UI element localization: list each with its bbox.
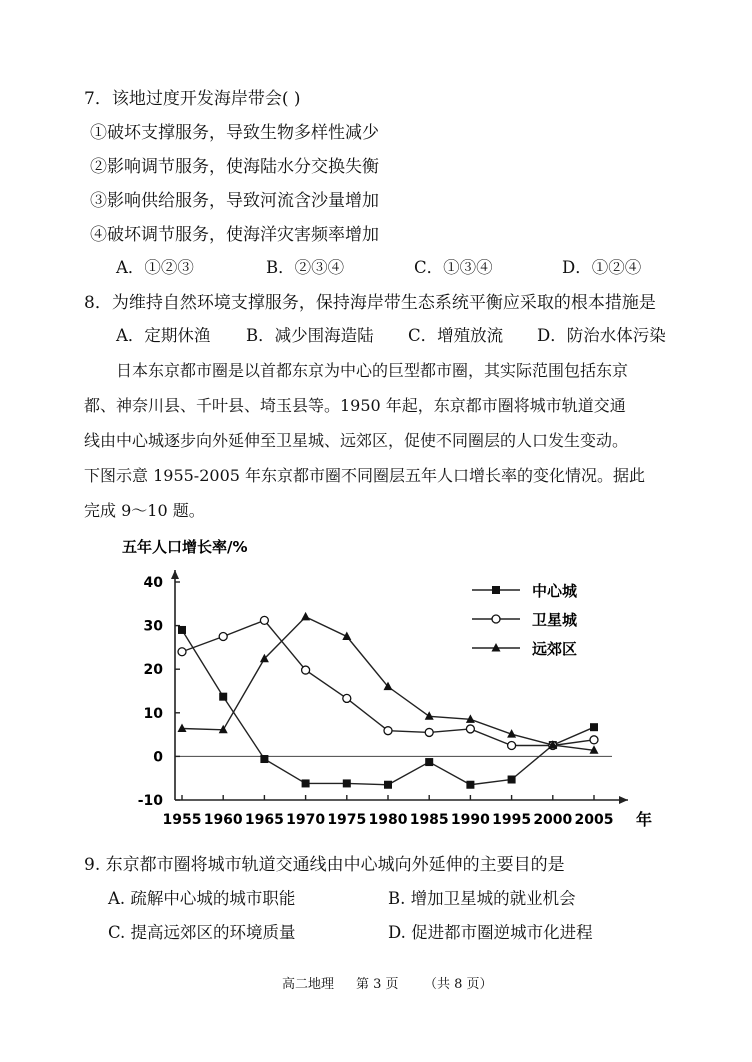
x-tick-label: 2000: [533, 812, 573, 828]
legend-label: 远郊区: [532, 640, 578, 658]
q8-stem: 8．为维持自然环境支撑服务，保持海岸带生态系统平衡应采取的根本措施是: [84, 293, 656, 313]
y-tick-label: 30: [143, 618, 163, 635]
data-point: [466, 781, 474, 789]
data-point: [302, 666, 310, 674]
data-point: [302, 779, 310, 787]
x-tick-label: 1970: [286, 812, 326, 828]
data-point: [508, 776, 516, 784]
q7-option-a: A．①②③: [116, 258, 194, 277]
footer-page: 第 3 页: [356, 977, 399, 992]
y-tick-label: 0: [153, 749, 163, 766]
q8-option-b: B．减少围海造陆: [246, 326, 374, 345]
q7-statement-2: ②影响调节服务，使海陆水分交换失衡: [90, 157, 379, 177]
data-point: [466, 725, 474, 733]
q7-option-b: B．②③④: [266, 258, 345, 277]
data-point: [508, 742, 516, 750]
x-tick-label: 1960: [203, 812, 243, 828]
x-tick-label: 1975: [327, 812, 367, 828]
data-point: [343, 779, 351, 787]
x-tick-label: 1965: [244, 812, 284, 828]
q9-stem: 9. 东京都市圈将城市轨道交通线由中心城向外延伸的主要目的是: [84, 855, 565, 875]
q9-option-a: A. 疏解中心城的城市职能: [108, 889, 296, 908]
data-point: [425, 728, 433, 736]
legend-label: 中心城: [532, 582, 578, 600]
passage-line-5: 完成 9～10 题。: [84, 501, 205, 520]
y-tick-label: 20: [143, 662, 163, 679]
x-axis-arrow: [619, 796, 628, 804]
data-point: [384, 781, 392, 789]
q9-option-c: C. 提高远郊区的环境质量: [108, 923, 296, 942]
data-point: [178, 648, 186, 656]
passage-line-3: 线由中心城逐步向外延伸至卫星城、远郊区，促使不同圈层的人口发生变动。: [84, 431, 629, 450]
q7-option-c: C．①③④: [414, 258, 493, 277]
legend-item-2: [472, 611, 578, 629]
data-point: [425, 711, 434, 720]
q7-option-d: D．①②④: [562, 258, 642, 277]
legend-marker: [492, 586, 500, 594]
data-point: [178, 626, 186, 634]
data-point: [343, 694, 351, 702]
legend-marker: [492, 643, 501, 652]
y-tick-label: 40: [143, 575, 163, 591]
legend-item-3: [472, 640, 577, 658]
y-tick-label: 10: [143, 705, 163, 722]
q8-option-d: D．防治水体污染: [537, 326, 666, 345]
x-tick-label: 1985: [409, 812, 449, 828]
x-tick-label: 1990: [450, 812, 490, 828]
data-point: [260, 755, 268, 763]
q7-stem: 7．该地过度开发海岸带会( ): [84, 89, 301, 109]
q9-option-d: D. 促进都市圈逆城市化进程: [388, 923, 593, 942]
q8-option-a: A．定期休渔: [116, 326, 211, 345]
data-point: [384, 727, 392, 735]
x-tick-label: 1995: [492, 812, 532, 828]
y-axis-arrow: [171, 570, 179, 579]
population-growth-chart: [0, 530, 752, 840]
legend-item-1: [472, 582, 578, 600]
footer-subject: 高二地理: [282, 977, 335, 992]
footer-total: （共 8 页）: [424, 977, 493, 992]
q8-option-c: C．增殖放流: [408, 326, 504, 345]
passage-line-4: 下图示意 1955-2005 年东京都市圈不同圈层五年人口增长率的变化情况。据此: [84, 466, 646, 485]
data-point: [178, 723, 187, 732]
data-point: [590, 723, 598, 731]
x-tick-label: 1955: [162, 812, 202, 828]
q7-statement-3: ③影响供给服务，导致河流含沙量增加: [90, 191, 379, 211]
x-tick-label: 1980: [368, 812, 408, 828]
data-point: [301, 612, 310, 621]
q7-statement-1: ①破坏支撑服务，导致生物多样性减少: [90, 123, 379, 143]
data-point: [260, 616, 268, 624]
chart-ylabel: 五年人口增长率/%: [122, 538, 248, 556]
x-axis-unit: 年: [636, 810, 653, 829]
y-tick-label: -10: [137, 793, 163, 809]
q7-statement-4: ④破坏调节服务，使海洋灾害频率增加: [90, 225, 379, 245]
data-point: [219, 633, 227, 641]
q9-option-b: B. 增加卫星城的就业机会: [388, 889, 576, 908]
passage-line-2: 都、神奈川县、千叶县、埼玉县等。1950 年起，东京都市圈将城市轨道交通: [84, 396, 626, 415]
legend-label: 卫星城: [532, 611, 578, 629]
data-point: [425, 758, 433, 766]
x-tick-label: 2005: [574, 812, 614, 828]
data-point: [590, 736, 598, 744]
legend-marker: [492, 615, 500, 623]
passage-line-1: 日本东京都市圈是以首都东京为中心的巨型都市圈，其实际范围包括东京: [116, 361, 629, 380]
data-point: [219, 693, 227, 701]
